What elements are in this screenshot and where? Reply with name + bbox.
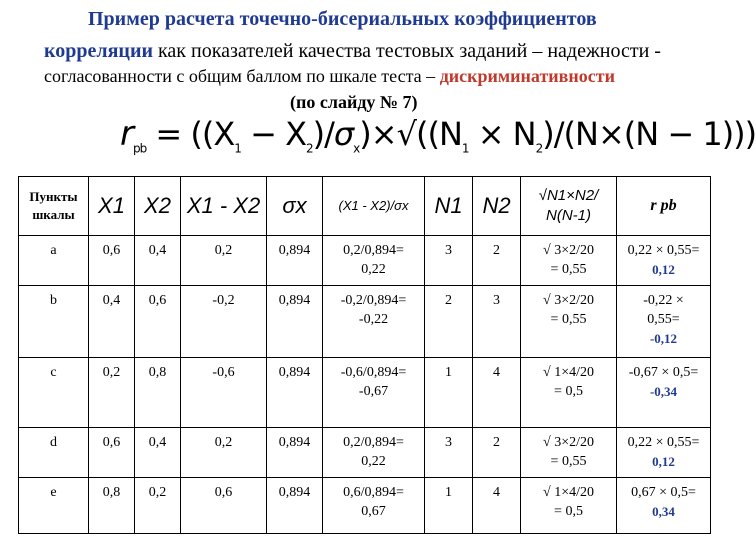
title-line-3-text: согласованности с общим баллом по шкале теста – xyxy=(44,66,440,86)
cell-n1: 3 xyxy=(425,236,473,286)
rpb-value: -0,34 xyxy=(649,383,678,399)
table-row xyxy=(19,358,711,428)
ratio-line-2: 0,22 xyxy=(361,261,386,277)
title-line-2 xyxy=(44,40,661,63)
title-line-3 xyxy=(44,66,615,87)
cell-rpb xyxy=(617,358,711,428)
cell-x1: 0,6 xyxy=(89,236,135,286)
cell-n2: 4 xyxy=(473,478,521,534)
formula-part-5: × N xyxy=(468,115,536,153)
header-n2: N2 xyxy=(473,177,521,236)
title-line-1: Пример расчета точечно-бисериальных коэффициентов xyxy=(88,8,597,30)
sqrt-line-2: = 0,55 xyxy=(550,453,587,469)
cell-n1: 3 xyxy=(425,428,473,478)
title-line-2-rest: как показателей качества тестовых заданий – надежности - xyxy=(153,40,661,62)
sqrt-line-1: √ 1×4/20 xyxy=(543,365,594,380)
header-sqrt: √N1×N2/ N(N-1) xyxy=(521,177,617,236)
rpb-value: 0,34 xyxy=(652,503,675,519)
title-line-4: (по слайду № 7) xyxy=(290,92,418,112)
header-x2: X2 xyxy=(135,177,181,236)
cell-sqrt xyxy=(521,236,617,286)
rpb-value: 0,12 xyxy=(652,453,675,469)
cell-diff: -0,6 xyxy=(181,358,267,428)
formula-lhs-sub: pb xyxy=(132,141,147,156)
row-label: c xyxy=(19,358,89,428)
cell-x1: 0,8 xyxy=(89,478,135,534)
ratio-line-1: 0,6/0,894= xyxy=(343,485,404,500)
cell-sigma: 0,894 xyxy=(267,358,323,428)
ratio-line-2: 0,67 xyxy=(361,503,386,519)
ratio-line-2: -0,67 xyxy=(358,383,389,399)
cell-n2: 3 xyxy=(473,286,521,358)
cell-diff: 0,2 xyxy=(181,428,267,478)
cell-sigma: 0,894 xyxy=(267,478,323,534)
cell-sigma: 0,894 xyxy=(267,428,323,478)
table-row xyxy=(19,428,711,478)
cell-rpb xyxy=(617,286,711,358)
formula-sigma: σ xyxy=(333,115,354,153)
ratio-line-1: -0,6/0,894= xyxy=(340,365,407,380)
formula-part-1: = ((X xyxy=(146,115,235,153)
cell-sqrt xyxy=(521,428,617,478)
rpb-line-1: 0,67 × 0,5= xyxy=(631,485,696,500)
formula-part-6: )/(N×(N − 1))) xyxy=(542,115,756,153)
header-diff: X1 - X2 xyxy=(181,177,267,236)
rpb-line-1: 0,22 × 0,55= xyxy=(627,243,700,258)
sqrt-line-2: = 0,55 xyxy=(550,311,587,327)
rpb-line-1: -0,22 × xyxy=(643,293,684,308)
ratio-line-1: 0,2/0,894= xyxy=(343,243,404,258)
cell-sqrt xyxy=(521,358,617,428)
table-row xyxy=(19,286,711,358)
rpb-line-1: 0,22 × 0,55= xyxy=(627,435,700,450)
formula-sub-1: 1 xyxy=(234,141,241,156)
rpb-formula xyxy=(120,114,756,155)
formula-part-2: − X xyxy=(240,115,306,153)
rpb-value: 0,12 xyxy=(652,261,675,277)
table-row xyxy=(19,478,711,534)
rpb-line-2: 0,55= xyxy=(647,311,680,327)
rpb-line-1: -0,67 × 0,5= xyxy=(628,365,699,380)
header-x1: X1 xyxy=(89,177,135,236)
cell-rpb xyxy=(617,236,711,286)
formula-sub-2: 2 xyxy=(305,141,313,156)
cell-diff: 0,2 xyxy=(181,236,267,286)
cell-ratio xyxy=(323,478,425,534)
cell-sqrt xyxy=(521,286,617,358)
formula-sub-3: 1 xyxy=(461,141,469,156)
header-sigma: σx xyxy=(267,177,323,236)
cell-rpb xyxy=(617,428,711,478)
cell-ratio xyxy=(323,286,425,358)
cell-n2: 4 xyxy=(473,358,521,428)
cell-diff: 0,6 xyxy=(181,478,267,534)
sqrt-line-1: √ 3×2/20 xyxy=(543,243,594,258)
formula-part-4: )×√((N xyxy=(359,115,462,153)
sqrt-line-2: = 0,5 xyxy=(554,503,583,519)
title-line-3-highlight: дискриминативности xyxy=(439,66,615,86)
cell-sigma: 0,894 xyxy=(267,236,323,286)
cell-x2: 0,8 xyxy=(135,358,181,428)
header-items: Пункты шкалы xyxy=(19,177,89,236)
header-rpb: r pb xyxy=(617,177,711,236)
ratio-line-1: 0,2/0,894= xyxy=(343,435,404,450)
title-line-2-prefix: корреляции xyxy=(44,40,153,62)
cell-x2: 0,2 xyxy=(135,478,181,534)
cell-x2: 0,6 xyxy=(135,286,181,358)
cell-ratio xyxy=(323,428,425,478)
cell-x1: 0,4 xyxy=(89,286,135,358)
sqrt-line-2: = 0,5 xyxy=(554,383,583,399)
cell-diff: -0,2 xyxy=(181,286,267,358)
formula-lhs: r xyxy=(120,114,133,154)
cell-x2: 0,4 xyxy=(135,236,181,286)
sqrt-line-1: √ 3×2/20 xyxy=(543,435,594,450)
cell-n1: 2 xyxy=(425,286,473,358)
cell-sigma: 0,894 xyxy=(267,286,323,358)
coefficients-table xyxy=(18,176,711,534)
formula-sub-4: 2 xyxy=(535,141,543,156)
cell-sqrt xyxy=(521,478,617,534)
cell-x2: 0,4 xyxy=(135,428,181,478)
ratio-line-2: -0,22 xyxy=(358,311,389,327)
row-label: a xyxy=(19,236,89,286)
header-ratio: (X1 - X2)/σx xyxy=(323,177,425,236)
cell-n2: 2 xyxy=(473,428,521,478)
sqrt-line-1: √ 3×2/20 xyxy=(543,293,594,308)
row-label: e xyxy=(19,478,89,534)
cell-x1: 0,6 xyxy=(89,428,135,478)
header-n1: N1 xyxy=(425,177,473,236)
formula-part-3: )/ xyxy=(312,115,334,153)
ratio-line-1: -0,2/0,894= xyxy=(340,293,407,308)
sqrt-line-2: = 0,55 xyxy=(550,261,587,277)
rpb-value: -0,12 xyxy=(649,330,678,346)
cell-rpb xyxy=(617,478,711,534)
cell-ratio xyxy=(323,236,425,286)
row-label: d xyxy=(19,428,89,478)
row-label: b xyxy=(19,286,89,358)
cell-n2: 2 xyxy=(473,236,521,286)
ratio-line-2: 0,22 xyxy=(361,453,386,469)
sqrt-line-1: √ 1×4/20 xyxy=(543,485,594,500)
table-row xyxy=(19,236,711,286)
cell-n1: 1 xyxy=(425,478,473,534)
cell-n1: 1 xyxy=(425,358,473,428)
cell-x1: 0,2 xyxy=(89,358,135,428)
header-row xyxy=(19,177,711,236)
formula-sigma-sub: x xyxy=(353,141,360,156)
cell-ratio xyxy=(323,358,425,428)
